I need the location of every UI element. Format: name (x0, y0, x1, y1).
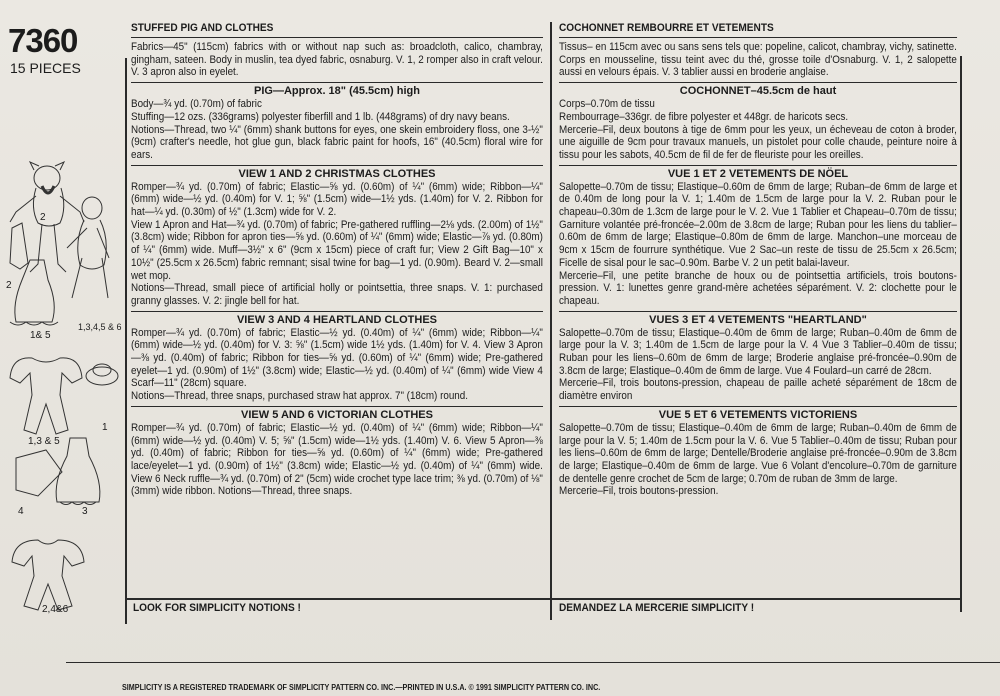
english-title: STUFFED PIG AND CLOTHES (131, 22, 274, 34)
figures-panel (2, 78, 120, 618)
english-view12-heading: VIEW 1 AND 2 CHRISTMAS CLOTHES (131, 165, 543, 181)
pattern-number: 7360 (8, 22, 78, 59)
figure-label: 2,4&6 (42, 604, 69, 615)
english-view56-text: Romper—¾ yd. (0.70m) of fabric; Elastic—½ yd. (0.40m) of ¼" (6mm) wide; Ribbon—¼" (6mm) wide—½ yd. (0.40m) V. 5; ⅝" (1.5cm) wide—1½ yds. (1.40m) V. 6. View 5 Apron—⅜ yd. (0.40m) of fabric; Ribbon for ties—⅝ yd. (0.60m) of ¼" (6mm) wide; Pre-gathered lace/eyelet—1 yd. (0.90m) of 1½" (3.8cm) wide; Elastic—½ yd. (0.40m) of ¼" (6mm) wide. View 6 Neck ruffle—¾ yd. (0.70m) of 2" (5cm) wide crochet type lace trim; ⅜ yd. (0.70m) of ⅛" (3mm) wide ribbon. Notions—Thread, three snaps. (131, 421, 543, 498)
pig-in-romper-illustration (67, 197, 109, 298)
trademark-rule (66, 662, 1000, 663)
divider-center (550, 22, 552, 620)
french-pig-text: Corps–0.70m de tissu Rembourrage–336gr. de fibre polyester et 448gr. de haricots secs. Mercerie–Fil, deux boutons à tige de 6mm pour les yeux, un écheveau de coton à broder, une aiguille de 9cm pour travaux manuels, un pistolet pour colle chaude, peinture noire à tissu pour les sabots, 40.5cm de fil de fer de fleuriste pour les oreilles. (559, 98, 957, 161)
english-pig-heading: PIG—Approx. 18" (45.5cm) high (131, 82, 543, 98)
figure-label: 1,3,4,5 & 6 (78, 322, 122, 332)
english-view12-text: Romper—¾ yd. (0.70m) of fabric; Elastic—⅝ yd. (0.60m) of ¼" (6mm) wide; Ribbon—¼" (6mm) wide—½ yd. (0.40m) for V. 1; ⅝" (1.5cm) wide—1½ yds. (1.40m) for V. 2. Ribbon for hat—¼ yd. (0.30m) of ½" (1.3cm) wide for V. 2. View 1 Apron and Hat—¾ yd. (0.70m) of fabric; Pre-gathered ruffling—2⅛ yds. (2.00m) of 1½" (3.8cm) wide; Ribbon for apron ties—⅝ yd. (0.60m) of ¼" (6mm) wide; Elastic—⅞ yd. (0.80m) of ¼" (6mm) wide. Muff—3½" x 6" (9cm x 15cm) piece of craft fur; View 2 Gift Bag—10" x 10½" (25.5cm x 26.5cm) fabric remnant; sisal twine for bag—1 yd. (0.90m). Beard V. 2—small wet mop. Notions—Thread, small piece of artificial holly or pointsettia, three snaps. V. 1: purchased granny glasses. V. 2: jingle bell for hat. (131, 180, 543, 307)
english-view34-heading: VIEW 3 AND 4 HEARTLAND CLOTHES (131, 311, 543, 327)
french-pig-heading: COCHONNET–45.5cm de haut (559, 82, 957, 98)
dress-illustration (56, 438, 100, 505)
english-fabrics: Fabrics—45" (115cm) fabrics with or without nap such as: broadcloth, calico, chambray, gingham, sateen. Body in muslin, tea dyed fabric, osnaburg. V. 1, 2 romper also in craft velour. V. 3 apron also in eyelet. (131, 41, 543, 79)
french-view34-text: Salopette–0.70m de tissu; Elastique–0.40m de 6mm de large; Ruban–0.40m de 6mm de large pour la V. 3; 1.40m de 1.5cm de large pour la V. 4 Vue 3 Tablier–0.40m de tissu; Ruban pour les liens–0.60m de 6mm de large; Broderie anglaise pré-froncée–0.90m de 3.8cm de large; Elastique–0.40m de 6mm de large. Vue 4 Foulard–un carré de 28cm. Mercerie–Fil, trois boutons-pression, chapeau de paille acheté séparément de 18cm de diamètre environ (559, 326, 957, 403)
english-view34-text: Romper—¾ yd. (0.70m) of fabric; Elastic—½ yd. (0.40m) of ¼" (6mm) wide; Ribbon—¼" (6mm) wide—½ yd. (0.40m) for V. 3: ⅝" (1.5cm) wide 1½ yds. (1.40m) for V. 4. View 3 Apron—⅜ yd. (0.40m) of fabric; Ribbon for ties—⅝ yd. (0.60m) of ¼" (6mm) wide; Pre-gathered eyelet—1 yd. (0.90m) of 1½" (3.8cm) wide; Elastic—½ yd. (0.40m) of ¼" (6mm) wide View 4 Scarf—11" (28cm) square. Notions—Thread, three snaps, purchased straw hat approx. 7" (18cm) round. (131, 326, 543, 403)
french-title: COCHONNET REMBOURRE ET VETEMENTS (559, 22, 774, 34)
english-column (131, 22, 543, 498)
figure-label: 3 (82, 506, 88, 517)
gift-bag-illustration (10, 223, 28, 269)
romper-illustration (10, 358, 82, 434)
divider-left (125, 58, 127, 624)
french-view56-heading: VUE 5 ET 6 VETEMENTS VICTORIENS (559, 406, 957, 422)
hat-illustration (86, 364, 118, 385)
figure-label: 1& 5 (30, 330, 51, 341)
scarf-illustration (16, 450, 62, 496)
french-view56-text: Salopette–0.70m de tissu; Elastique–0.40m de 6mm de large; Ruban–0.40m de 6mm de large pour la V. 5; 1.40m de 1.5cm pour la V. 6. Vue 5 Tablier–0.40m de tissu; Ruban pour les liens–0.60m de 6mm de large; Dentelle/Broderie anglaise pré-froncée–0.90m de 3.8cm de large; Elastique–0.40m de 6mm de large. Vue 6 Volant d'encolure–0.70m de garniture de dentelle genre crochet de 5cm de large; 0.70m de ruban de 3mm de large. Mercerie–Fil, trois boutons-pression. (559, 421, 957, 498)
french-view12-heading: VUE 1 ET 2 VETEMENTS DE NÖEL (559, 165, 957, 181)
english-view56-heading: VIEW 5 AND 6 VICTORIAN CLOTHES (131, 406, 543, 422)
figure-label: 1 (102, 422, 108, 433)
french-fabrics: Tissus– en 115cm avec ou sans sens tels que: popeline, calicot, chambray, vichy, satinette. Corps en mousseline, tissu teint avec du thé, grosse toile d'Osnaburg. V. 1, 2 salopette aussi en velours épais. V. 3 tablier aussi en broderie anglaise. (559, 41, 957, 79)
figure-label: 4 (18, 506, 24, 517)
figure-label: 2 (40, 212, 46, 223)
english-pig-text: Body—¾ yd. (0.70m) of fabric Stuffing—12 ozs. (336grams) polyester fiberfill and 1 lb. (448grams) of dry navy beans. Notions—Thread, two ¼" (6mm) shank buttons for eyes, one skein embroidery floss, one 3-½" (9cm) crafter's needle, hot glue gun, black fabric paint for hoofs, 16" (40.5cm) floral wire for ears. (131, 98, 543, 161)
french-footer-rule (552, 598, 962, 600)
pig-illustration (10, 162, 84, 272)
figure-label: 1,3 & 5 (28, 436, 60, 447)
french-view34-heading: VUES 3 ET 4 VETEMENTS "HEARTLAND" (559, 311, 957, 327)
victorian-romper-illustration (12, 540, 84, 610)
english-footer-rule (127, 598, 550, 600)
trademark-line: SIMPLICITY IS A REGISTERED TRADEMARK OF SIMPLICITY PATTERN CO. INC.—PRINTED IN U.S.A. © 1991 SIMPLICITY PATTERN CO. INC. (122, 683, 601, 692)
pieces-count: 15 PIECES (10, 60, 81, 76)
figure-label: 2 (6, 280, 12, 291)
divider-right (960, 56, 962, 612)
apron-illustration (10, 260, 58, 325)
english-footer: LOOK FOR SIMPLICITY NOTIONS ! (133, 602, 301, 614)
french-column (559, 22, 957, 498)
french-footer: DEMANDEZ LA MERCERIE SIMPLICITY ! (559, 602, 755, 614)
french-view12-text: Salopette–0.70m de tissu; Elastique–0.60m de 6mm de large; Ruban–de 6mm de large et de 0.40m de long pour la V. 1; 1.40m de 1.5cm de large pour la V. 2. Ruban pour le chapeau–0.30m de 1.3cm de large pour le V. 2. Vue 1 Tablier et Chapeau–0.70m de tissu; Garniture volantée pré-froncée–2.00m de 3.8cm de large; Ruban pour les liens du tablier–0.60m de 6mm de large; Elastique–0.80m de 6mm de large. Manchon–une morceau de 9cm x 15cm de fourrure synthétique. Vue 2 Sac–un reste de tissu de 25.5cm x 26.5cm; Ficelle de sisal pour le sac–0.90m. Barbe V. 2 un petit balai-laveur. Mercerie–Fil, une petite branche de houx ou de pointsettia artificiels, trois boutons-pression. V. 1: lunettes genre grand-mère achetées séparément. V. 2: clochette pour le chapeau. (559, 180, 957, 307)
